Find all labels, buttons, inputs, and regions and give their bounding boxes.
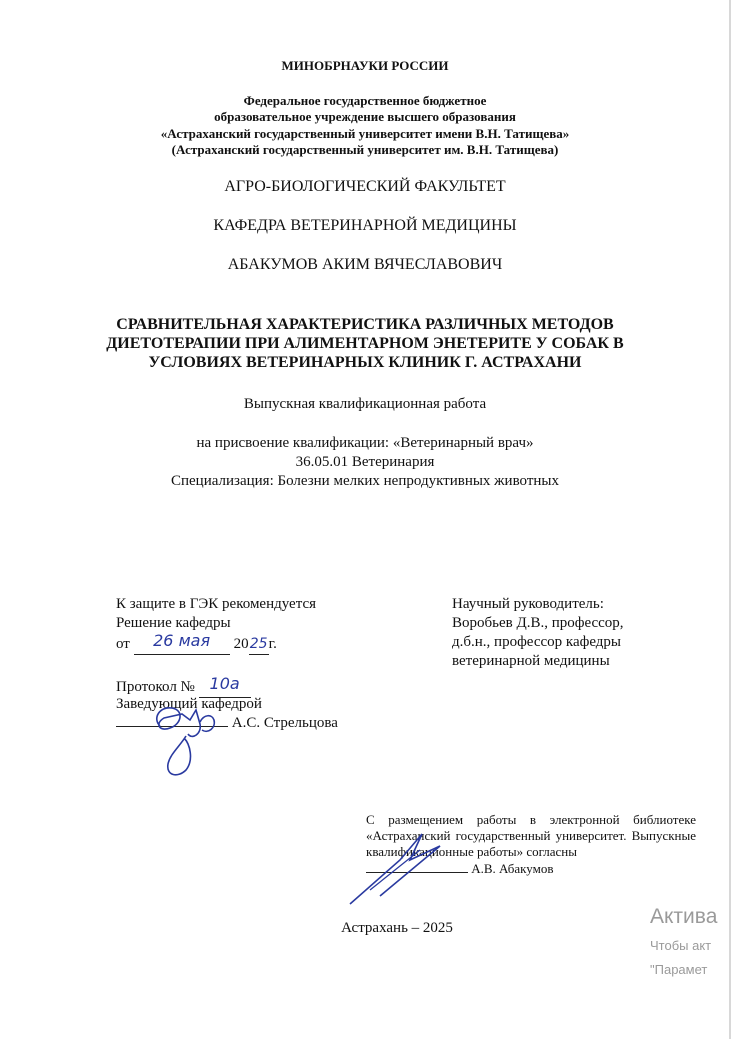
head-of-department-label: Заведующий кафедрой	[116, 696, 262, 712]
year-end: г.	[268, 636, 277, 652]
year-suffix-field	[249, 635, 269, 655]
activation-watermark-title: Актива	[650, 905, 718, 928]
institution-line-2: образовательное учреждение высшего образования	[214, 109, 516, 124]
institution-line-3: «Астраханский государственный университет имени В.Н. Татищева»	[160, 126, 570, 141]
consent-name: А.В. Абакумов	[471, 861, 554, 876]
year-prefix: 20	[233, 636, 249, 652]
defense-recommendation: К защите в ГЭК рекомендуется	[116, 596, 317, 612]
protocol-label: Протокол №	[116, 679, 195, 695]
author-handwritten-signature	[340, 820, 460, 910]
year-suffix-handwritten: 25	[249, 636, 268, 652]
activation-watermark-line-1: Чтобы акт	[650, 938, 712, 953]
faculty-name: АГРО-БИОЛОГИЧЕСКИЙ ФАКУЛЬТЕТ	[224, 178, 506, 195]
supervisor-degree: д.б.н., профессор кафедры	[452, 634, 621, 650]
supervisor-name: Воробьев Д.В., профессор,	[452, 615, 624, 631]
decision-date	[116, 633, 277, 655]
date-from-prefix: от	[116, 636, 130, 652]
institution-line-4: (Астраханский государственный университет им. В.Н. Татищева)	[171, 142, 559, 157]
supervisor-label: Научный руководитель:	[452, 596, 604, 612]
department-decision: Решение кафедры	[116, 615, 231, 631]
thesis-title-line-3: УСЛОВИЯХ ВЕТЕРИНАРНЫХ КЛИНИК Г. АСТРАХАНИ	[148, 354, 582, 371]
thesis-title-line-1: СРАВНИТЕЛЬНАЯ ХАРАКТЕРИСТИКА РАЗЛИЧНЫХ МЕТОДОВ	[116, 316, 614, 333]
head-handwritten-signature	[130, 684, 250, 784]
qualification-line-2: 36.05.01 Ветеринария	[295, 454, 435, 470]
work-type: Выпускная квалификационная работа	[243, 396, 487, 412]
date-day-month-field	[134, 633, 230, 655]
thesis-title-line-2: ДИЕТОТЕРАПИИ ПРИ АЛИМЕНТАРНОМ ЭНЕТЕРИТЕ У СОБАК В	[106, 335, 624, 352]
ministry-heading: МИНОБРНАУКИ РОССИИ	[281, 58, 449, 73]
protocol-number-handwritten: 10а	[209, 674, 240, 693]
supervisor-department: ветеринарной медицины	[452, 653, 610, 669]
head-name: А.С. Стрельцова	[231, 715, 338, 731]
library-consent-text: С размещением работы в электронной библиотеке «Астраханский государственный университет. Выпускные квалификационные работы» согласны	[366, 812, 696, 859]
department-name: КАФЕДРА ВЕТЕРИНАРНОЙ МЕДИЦИНЫ	[213, 217, 517, 234]
author-name: АБАКУМОВ АКИМ ВЯЧЕСЛАВОВИЧ	[227, 256, 503, 273]
city-year: Астрахань – 2025	[341, 920, 453, 936]
activation-watermark-line-2: "Парамет	[650, 962, 708, 977]
institution-line-1: Федеральное государственное бюджетное	[243, 93, 487, 108]
date-day-month-handwritten: 26 мая	[153, 631, 211, 650]
qualification-line-1: на присвоение квалификации: «Ветеринарный врач»	[196, 435, 534, 451]
qualification-line-3: Специализация: Болезни мелких непродуктивных животных	[170, 473, 560, 489]
